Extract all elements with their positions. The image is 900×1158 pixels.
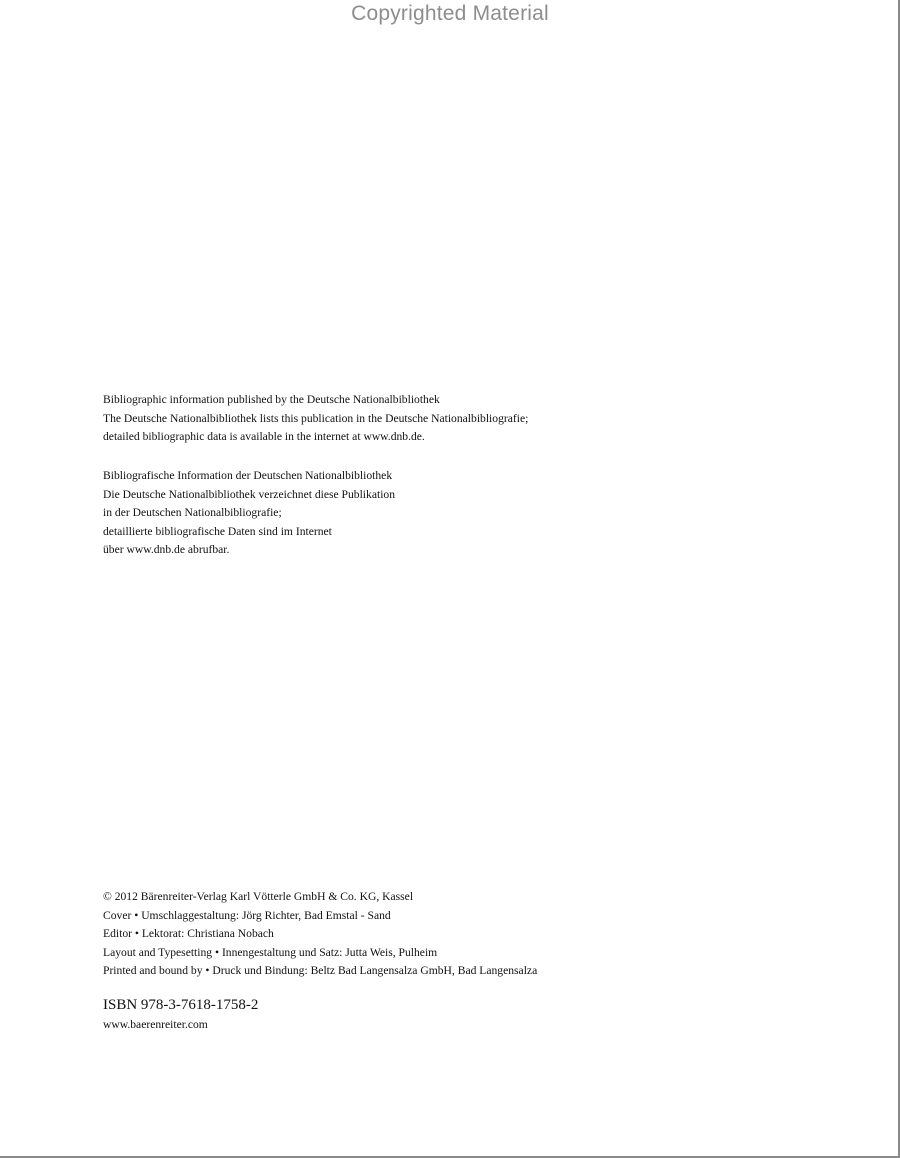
isbn-number: ISBN 978-3-7618-1758-2 [103,997,259,1013]
cover-credit-line: Cover • Umschlaggestaltung: Jörg Richter, Bad Emstal - Sand [103,908,391,922]
bibliographic-en-line: The Deutsche Nationalbibliothek lists this publication in the Deutsche Nationalbibliografie; [103,411,529,425]
bibliographic-de-line: über www.dnb.de abrufbar. [103,543,230,556]
copyright-line: © 2012 Bärenreiter-Verlag Karl Vötterle GmbH & Co. KG, Kassel [103,890,414,903]
publisher-website: www.baerenreiter.com [103,1018,208,1031]
bibliographic-de-line: in der Deutschen Nationalbibliografie; [103,506,282,519]
bibliographic-de-line: detaillierte bibliografische Daten sind im Internet [103,524,332,538]
publication-credits [103,888,537,981]
layout-credit-line: Layout and Typesetting • Innengestaltung und Satz: Jutta Weis, Pulheim [103,945,438,959]
bibliographic-de-line: Die Deutsche Nationalbibliothek verzeichnet diese Publikation [103,487,396,501]
bibliographic-info-german [103,467,395,560]
bibliographic-de-line: Bibliografische Information der Deutschen Nationalbibliothek [103,469,393,482]
printing-credit-line: Printed and bound by • Druck und Bindung: Beltz Bad Langensalza GmbH, Bad Langensalza [103,964,538,977]
bibliographic-en-line: Bibliographic information published by the Deutsche Nationalbibliothek [103,393,440,406]
editor-credit-line: Editor • Lektorat: Christiana Nobach [103,927,274,940]
bibliographic-en-line: detailed bibliographic data is available in the internet at www.dnb.de. [103,430,425,443]
copyright-watermark: Copyrighted Material [351,2,549,25]
bibliographic-info-english [103,391,528,447]
